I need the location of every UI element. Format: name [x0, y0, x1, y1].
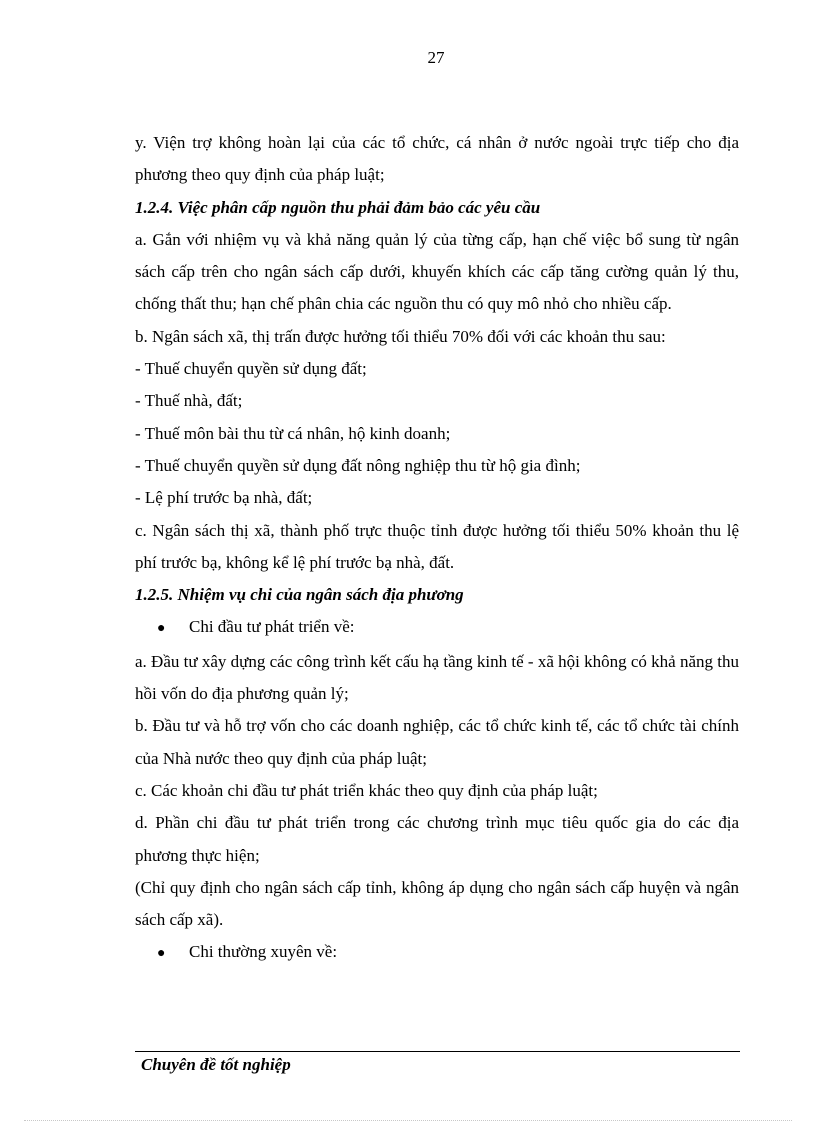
page-bottom-border: [24, 1120, 792, 1121]
bullet-item: [135, 611, 739, 645]
document-body: [135, 127, 739, 971]
section-heading-1-2-5: 1.2.5. Nhiệm vụ chi của ngân sách địa phương: [135, 585, 464, 605]
dash-item: - Thuế chuyển quyền sử dụng đất nông nghiệp thu từ hộ gia đình;: [135, 455, 581, 475]
paragraph-a: a. Đầu tư xây dựng các công trình kết cấu hạ tầng kinh tế - xã hội không có khả năng thu hồi vốn do địa phương quản lý;: [135, 651, 739, 704]
page-number: 27: [427, 48, 445, 67]
paragraph-d: d. Phần chi đầu tư phát triển trong các chương trình mục tiêu quốc gia do các địa phương thực hiện;: [135, 813, 739, 865]
footer-title: Chuyên đề tốt nghiệp: [141, 1055, 291, 1074]
paragraph-c: c. Ngân sách thị xã, thành phố trực thuộc tỉnh được hưởng tối thiểu 50% khoản thu lệ phí trước bạ, không kể lệ phí trước bạ nhà, đất.: [135, 520, 739, 572]
paragraph-b: b. Ngân sách xã, thị trấn được hưởng tối thiểu 70% đối với các khoản thu sau:: [135, 326, 666, 346]
bullet-text: Chi thường xuyên về:: [189, 942, 338, 962]
intro-paragraph: y. Viện trợ không hoàn lại của các tổ chức, cá nhân ở nước ngoài trực tiếp cho địa phương theo quy định của pháp luật;: [135, 133, 739, 185]
section-heading-1-2-4: 1.2.4. Việc phân cấp nguồn thu phải đảm bảo các yêu cầu: [135, 197, 541, 217]
bullet-dot-icon: ●: [157, 946, 166, 962]
note-paragraph: (Chỉ quy định cho ngân sách cấp tỉnh, không áp dụng cho ngân sách cấp huyện và ngân sách cấp xã).: [135, 877, 739, 930]
bullet-item: [135, 936, 739, 970]
bullet-text: Chi đầu tư phát triển về:: [189, 617, 355, 637]
bullet-dot-icon: ●: [157, 621, 166, 637]
paragraph-c: c. Các khoản chi đầu tư phát triển khác theo quy định của pháp luật;: [135, 780, 598, 800]
dash-item: - Thuế chuyển quyền sử dụng đất;: [135, 359, 367, 379]
dash-item: - Lệ phí trước bạ nhà, đất;: [135, 488, 313, 508]
dash-item: - Thuế nhà, đất;: [135, 391, 243, 411]
paragraph-a: a. Gắn với nhiệm vụ và khả năng quản lý của từng cấp, hạn chế việc bổ sung từ ngân sách cấp trên cho ngân sách cấp dưới, khuyến khích các cấp tăng cường quản lý thu, chống thất thu; hạn chế phân chia các nguồn thu có quy mô nhỏ cho nhiều cấp.: [135, 229, 739, 314]
paragraph-b: b. Đầu tư và hỗ trợ vốn cho các doanh nghiệp, các tổ chức kinh tế, các tổ chức tài chính của Nhà nước theo quy định của pháp luật;: [135, 716, 739, 768]
dash-item: - Thuế môn bài thu từ cá nhân, hộ kinh doanh;: [135, 423, 451, 443]
